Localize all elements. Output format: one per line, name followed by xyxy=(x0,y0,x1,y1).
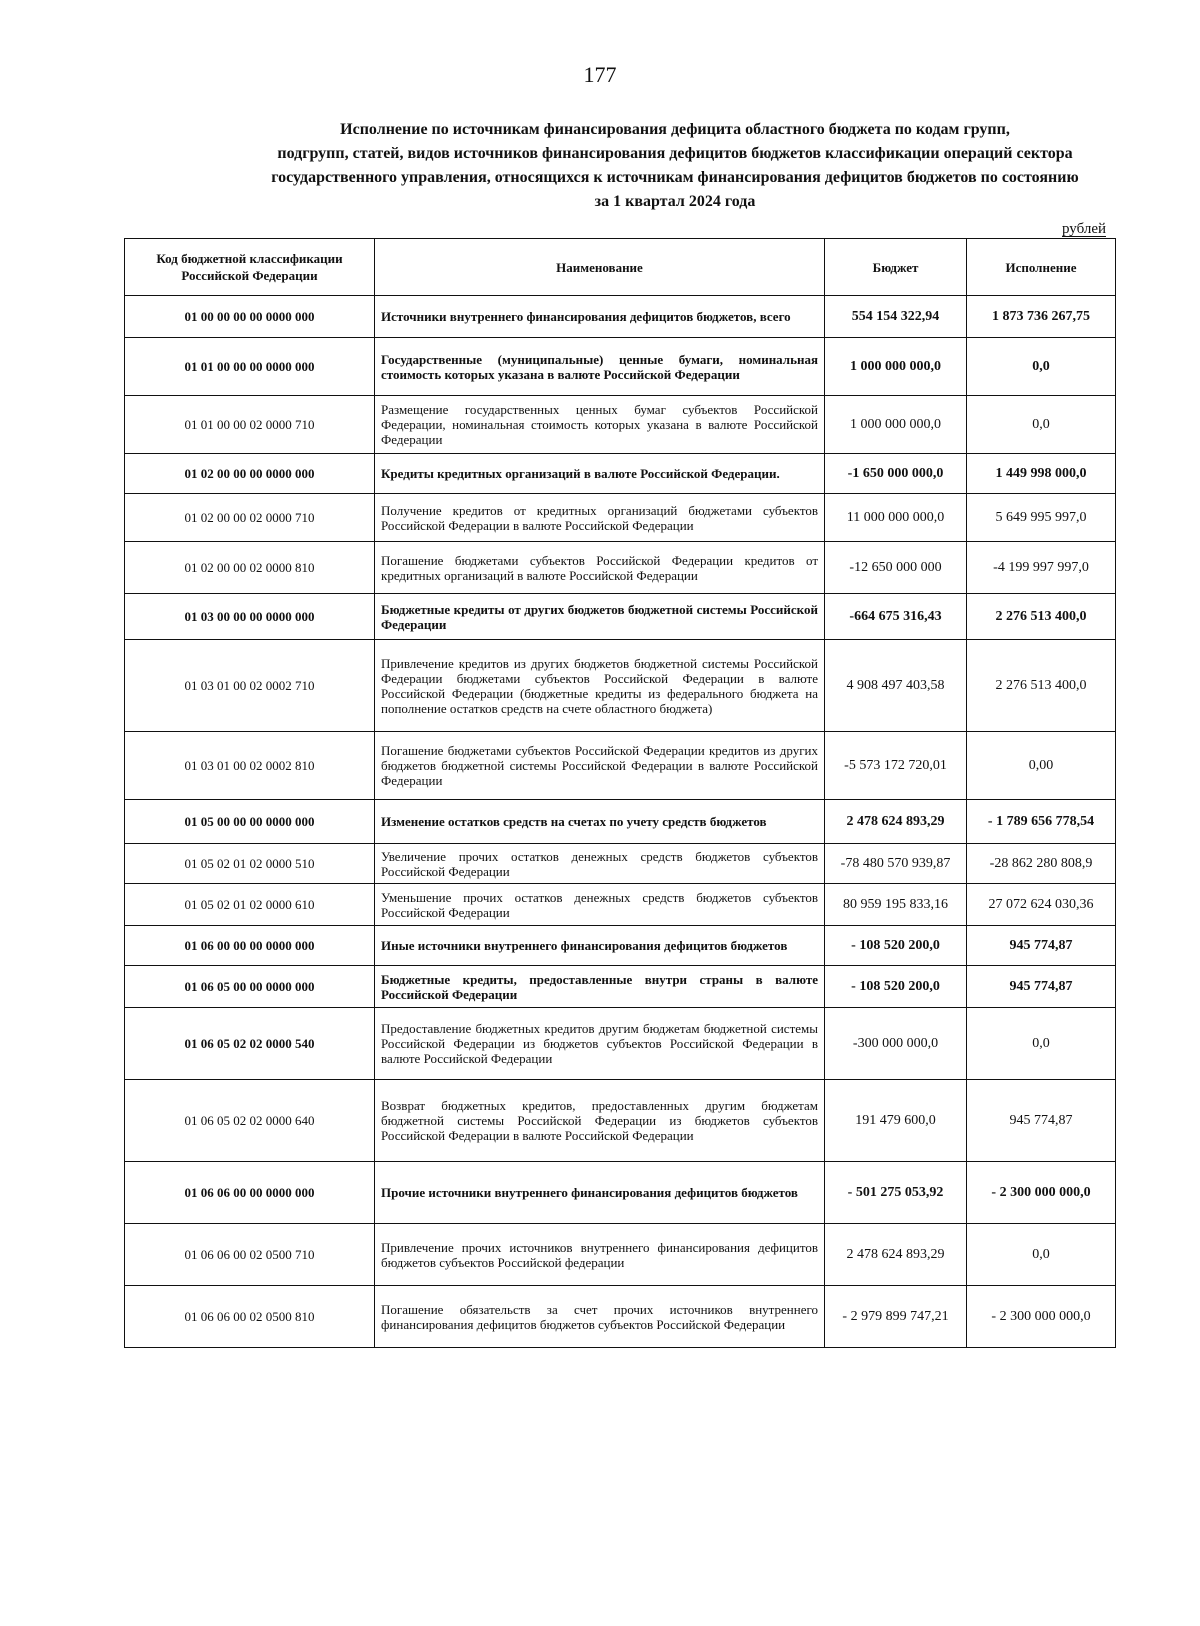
title-line: подгрупп, статей, видов источников финансирования дефицитов бюджетов классификации операций сектора xyxy=(277,145,1073,162)
row-code: 01 06 06 00 02 0500 710 xyxy=(125,1224,375,1286)
row-name: Возврат бюджетных кредитов, предоставленных другим бюджетам бюджетной системы Российской Федерации из бюджетов субъектов Российской Федерации в валюте Российской Федерации xyxy=(375,1080,825,1162)
row-name: Источники внутреннего финансирования дефицитов бюджетов, всего xyxy=(375,296,825,338)
header-budget: Бюджет xyxy=(825,239,967,296)
row-code: 01 05 02 01 02 0000 610 xyxy=(125,884,375,926)
table-row xyxy=(125,640,1116,732)
row-execution: 0,00 xyxy=(967,732,1116,800)
table-row xyxy=(125,1286,1116,1348)
row-execution: 945 774,87 xyxy=(967,966,1116,1008)
row-budget: 1 000 000 000,0 xyxy=(825,338,967,396)
table-row xyxy=(125,732,1116,800)
row-execution: 2 276 513 400,0 xyxy=(967,640,1116,732)
row-budget: -5 573 172 720,01 xyxy=(825,732,967,800)
table-row xyxy=(125,844,1116,884)
table-row xyxy=(125,1080,1116,1162)
row-name: Погашение бюджетами субъектов Российской Федерации кредитов из других бюджетов бюджетной системы Российской Федерации в валюте Российской Федерации xyxy=(375,732,825,800)
row-budget: 191 479 600,0 xyxy=(825,1080,967,1162)
table-row xyxy=(125,396,1116,454)
row-name: Привлечение кредитов из других бюджетов бюджетной системы Российской Федерации бюджетами субъектов Российской Федерации в валюте Российской Федерации (бюджетные кредиты из федерального бюджета на пополнение остатков средств на счете областного бюджета) xyxy=(375,640,825,732)
document-title xyxy=(225,118,1125,214)
row-execution: 0,0 xyxy=(967,1008,1116,1080)
table-row xyxy=(125,1224,1116,1286)
row-execution: 0,0 xyxy=(967,396,1116,454)
row-execution: 0,0 xyxy=(967,1224,1116,1286)
table-row xyxy=(125,966,1116,1008)
row-code: 01 02 00 00 02 0000 810 xyxy=(125,542,375,594)
row-code: 01 03 00 00 00 0000 000 xyxy=(125,594,375,640)
row-budget: 2 478 624 893,29 xyxy=(825,800,967,844)
row-code: 01 03 01 00 02 0002 710 xyxy=(125,640,375,732)
table-row xyxy=(125,884,1116,926)
row-code: 01 06 05 00 00 0000 000 xyxy=(125,966,375,1008)
row-name: Размещение государственных ценных бумаг субъектов Российской Федерации, номинальная стоимость которых указана в валюте Российской Федерации xyxy=(375,396,825,454)
row-name: Иные источники внутреннего финансирования дефицитов бюджетов xyxy=(375,926,825,966)
row-code: 01 02 00 00 02 0000 710 xyxy=(125,494,375,542)
row-code: 01 02 00 00 00 0000 000 xyxy=(125,454,375,494)
row-name: Кредиты кредитных организаций в валюте Российской Федерации. xyxy=(375,454,825,494)
row-code: 01 06 06 00 02 0500 810 xyxy=(125,1286,375,1348)
row-execution: - 2 300 000 000,0 xyxy=(967,1162,1116,1224)
row-budget: 554 154 322,94 xyxy=(825,296,967,338)
row-name: Получение кредитов от кредитных организаций бюджетами субъектов Российской Федерации в валюте Российской Федерации xyxy=(375,494,825,542)
table-row xyxy=(125,494,1116,542)
row-execution: 27 072 624 030,36 xyxy=(967,884,1116,926)
row-name: Предоставление бюджетных кредитов другим бюджетам бюджетной системы Российской Федерации из бюджетов субъектов Российской Федерации в валюте Российской Федерации xyxy=(375,1008,825,1080)
row-code: 01 06 00 00 00 0000 000 xyxy=(125,926,375,966)
table-body xyxy=(125,296,1116,1348)
row-name: Бюджетные кредиты, предоставленные внутри страны в валюте Российской Федерации xyxy=(375,966,825,1008)
row-code: 01 03 01 00 02 0002 810 xyxy=(125,732,375,800)
title-line: за 1 квартал 2024 года xyxy=(594,193,756,210)
row-name: Прочие источники внутреннего финансирования дефицитов бюджетов xyxy=(375,1162,825,1224)
table-row xyxy=(125,454,1116,494)
row-execution: 5 649 995 997,0 xyxy=(967,494,1116,542)
row-execution: 1 873 736 267,75 xyxy=(967,296,1116,338)
row-name: Увеличение прочих остатков денежных средств бюджетов субъектов Российской Федерации xyxy=(375,844,825,884)
row-name: Государственные (муниципальные) ценные бумаги, номинальная стоимость которых указана в валюте Российской Федерации xyxy=(375,338,825,396)
row-budget: - 108 520 200,0 xyxy=(825,966,967,1008)
row-code: 01 06 05 02 02 0000 640 xyxy=(125,1080,375,1162)
row-code: 01 01 00 00 02 0000 710 xyxy=(125,396,375,454)
row-budget: - 501 275 053,92 xyxy=(825,1162,967,1224)
table-row xyxy=(125,296,1116,338)
row-code: 01 00 00 00 00 0000 000 xyxy=(125,296,375,338)
row-execution: - 1 789 656 778,54 xyxy=(967,800,1116,844)
row-budget: -300 000 000,0 xyxy=(825,1008,967,1080)
row-code: 01 06 05 02 02 0000 540 xyxy=(125,1008,375,1080)
row-code: 01 01 00 00 00 0000 000 xyxy=(125,338,375,396)
table-row xyxy=(125,594,1116,640)
title-line: государственного управления, относящихся к источникам финансирования дефицитов бюджетов по состоянию xyxy=(271,169,1079,186)
table-header-row xyxy=(125,239,1116,296)
row-execution: -28 862 280 808,9 xyxy=(967,844,1116,884)
row-code: 01 06 06 00 00 0000 000 xyxy=(125,1162,375,1224)
table-row xyxy=(125,542,1116,594)
row-budget: -78 480 570 939,87 xyxy=(825,844,967,884)
row-execution: 2 276 513 400,0 xyxy=(967,594,1116,640)
row-code: 01 05 00 00 00 0000 000 xyxy=(125,800,375,844)
row-budget: -1 650 000 000,0 xyxy=(825,454,967,494)
row-execution: -4 199 997 997,0 xyxy=(967,542,1116,594)
row-execution: 0,0 xyxy=(967,338,1116,396)
header-name: Наименование xyxy=(375,239,825,296)
title-line: Исполнение по источникам финансирования дефицита областного бюджета по кодам групп, xyxy=(340,121,1010,138)
units-label: рублей xyxy=(1062,221,1107,237)
table-row xyxy=(125,800,1116,844)
table-row xyxy=(125,1008,1116,1080)
row-budget: 80 959 195 833,16 xyxy=(825,884,967,926)
table-row xyxy=(125,338,1116,396)
page-number: 177 xyxy=(583,62,617,87)
row-budget: 1 000 000 000,0 xyxy=(825,396,967,454)
row-budget: - 2 979 899 747,21 xyxy=(825,1286,967,1348)
row-budget: - 108 520 200,0 xyxy=(825,926,967,966)
row-execution: 945 774,87 xyxy=(967,926,1116,966)
row-budget: 11 000 000 000,0 xyxy=(825,494,967,542)
table-row xyxy=(125,1162,1116,1224)
row-code: 01 05 02 01 02 0000 510 xyxy=(125,844,375,884)
row-name: Погашение бюджетами субъектов Российской Федерации кредитов от кредитных организаций в валюте Российской Федерации xyxy=(375,542,825,594)
row-name: Уменьшение прочих остатков денежных средств бюджетов субъектов Российской Федерации xyxy=(375,884,825,926)
header-code: Код бюджетной классификации Российской Федерации xyxy=(125,239,375,296)
row-name: Бюджетные кредиты от других бюджетов бюджетной системы Российской Федерации xyxy=(375,594,825,640)
row-execution: - 2 300 000 000,0 xyxy=(967,1286,1116,1348)
header-execution: Исполнение xyxy=(967,239,1116,296)
row-budget: -664 675 316,43 xyxy=(825,594,967,640)
row-budget: -12 650 000 000 xyxy=(825,542,967,594)
sources-table xyxy=(124,238,1116,1348)
row-name: Погашение обязательств за счет прочих источников внутреннего финансирования дефицитов бюджетов субъектов Российской Федерации xyxy=(375,1286,825,1348)
row-name: Изменение остатков средств на счетах по учету средств бюджетов xyxy=(375,800,825,844)
row-budget: 4 908 497 403,58 xyxy=(825,640,967,732)
row-execution: 945 774,87 xyxy=(967,1080,1116,1162)
row-name: Привлечение прочих источников внутреннего финансирования дефицитов бюджетов субъектов Российской федерации xyxy=(375,1224,825,1286)
table-row xyxy=(125,926,1116,966)
row-budget: 2 478 624 893,29 xyxy=(825,1224,967,1286)
row-execution: 1 449 998 000,0 xyxy=(967,454,1116,494)
